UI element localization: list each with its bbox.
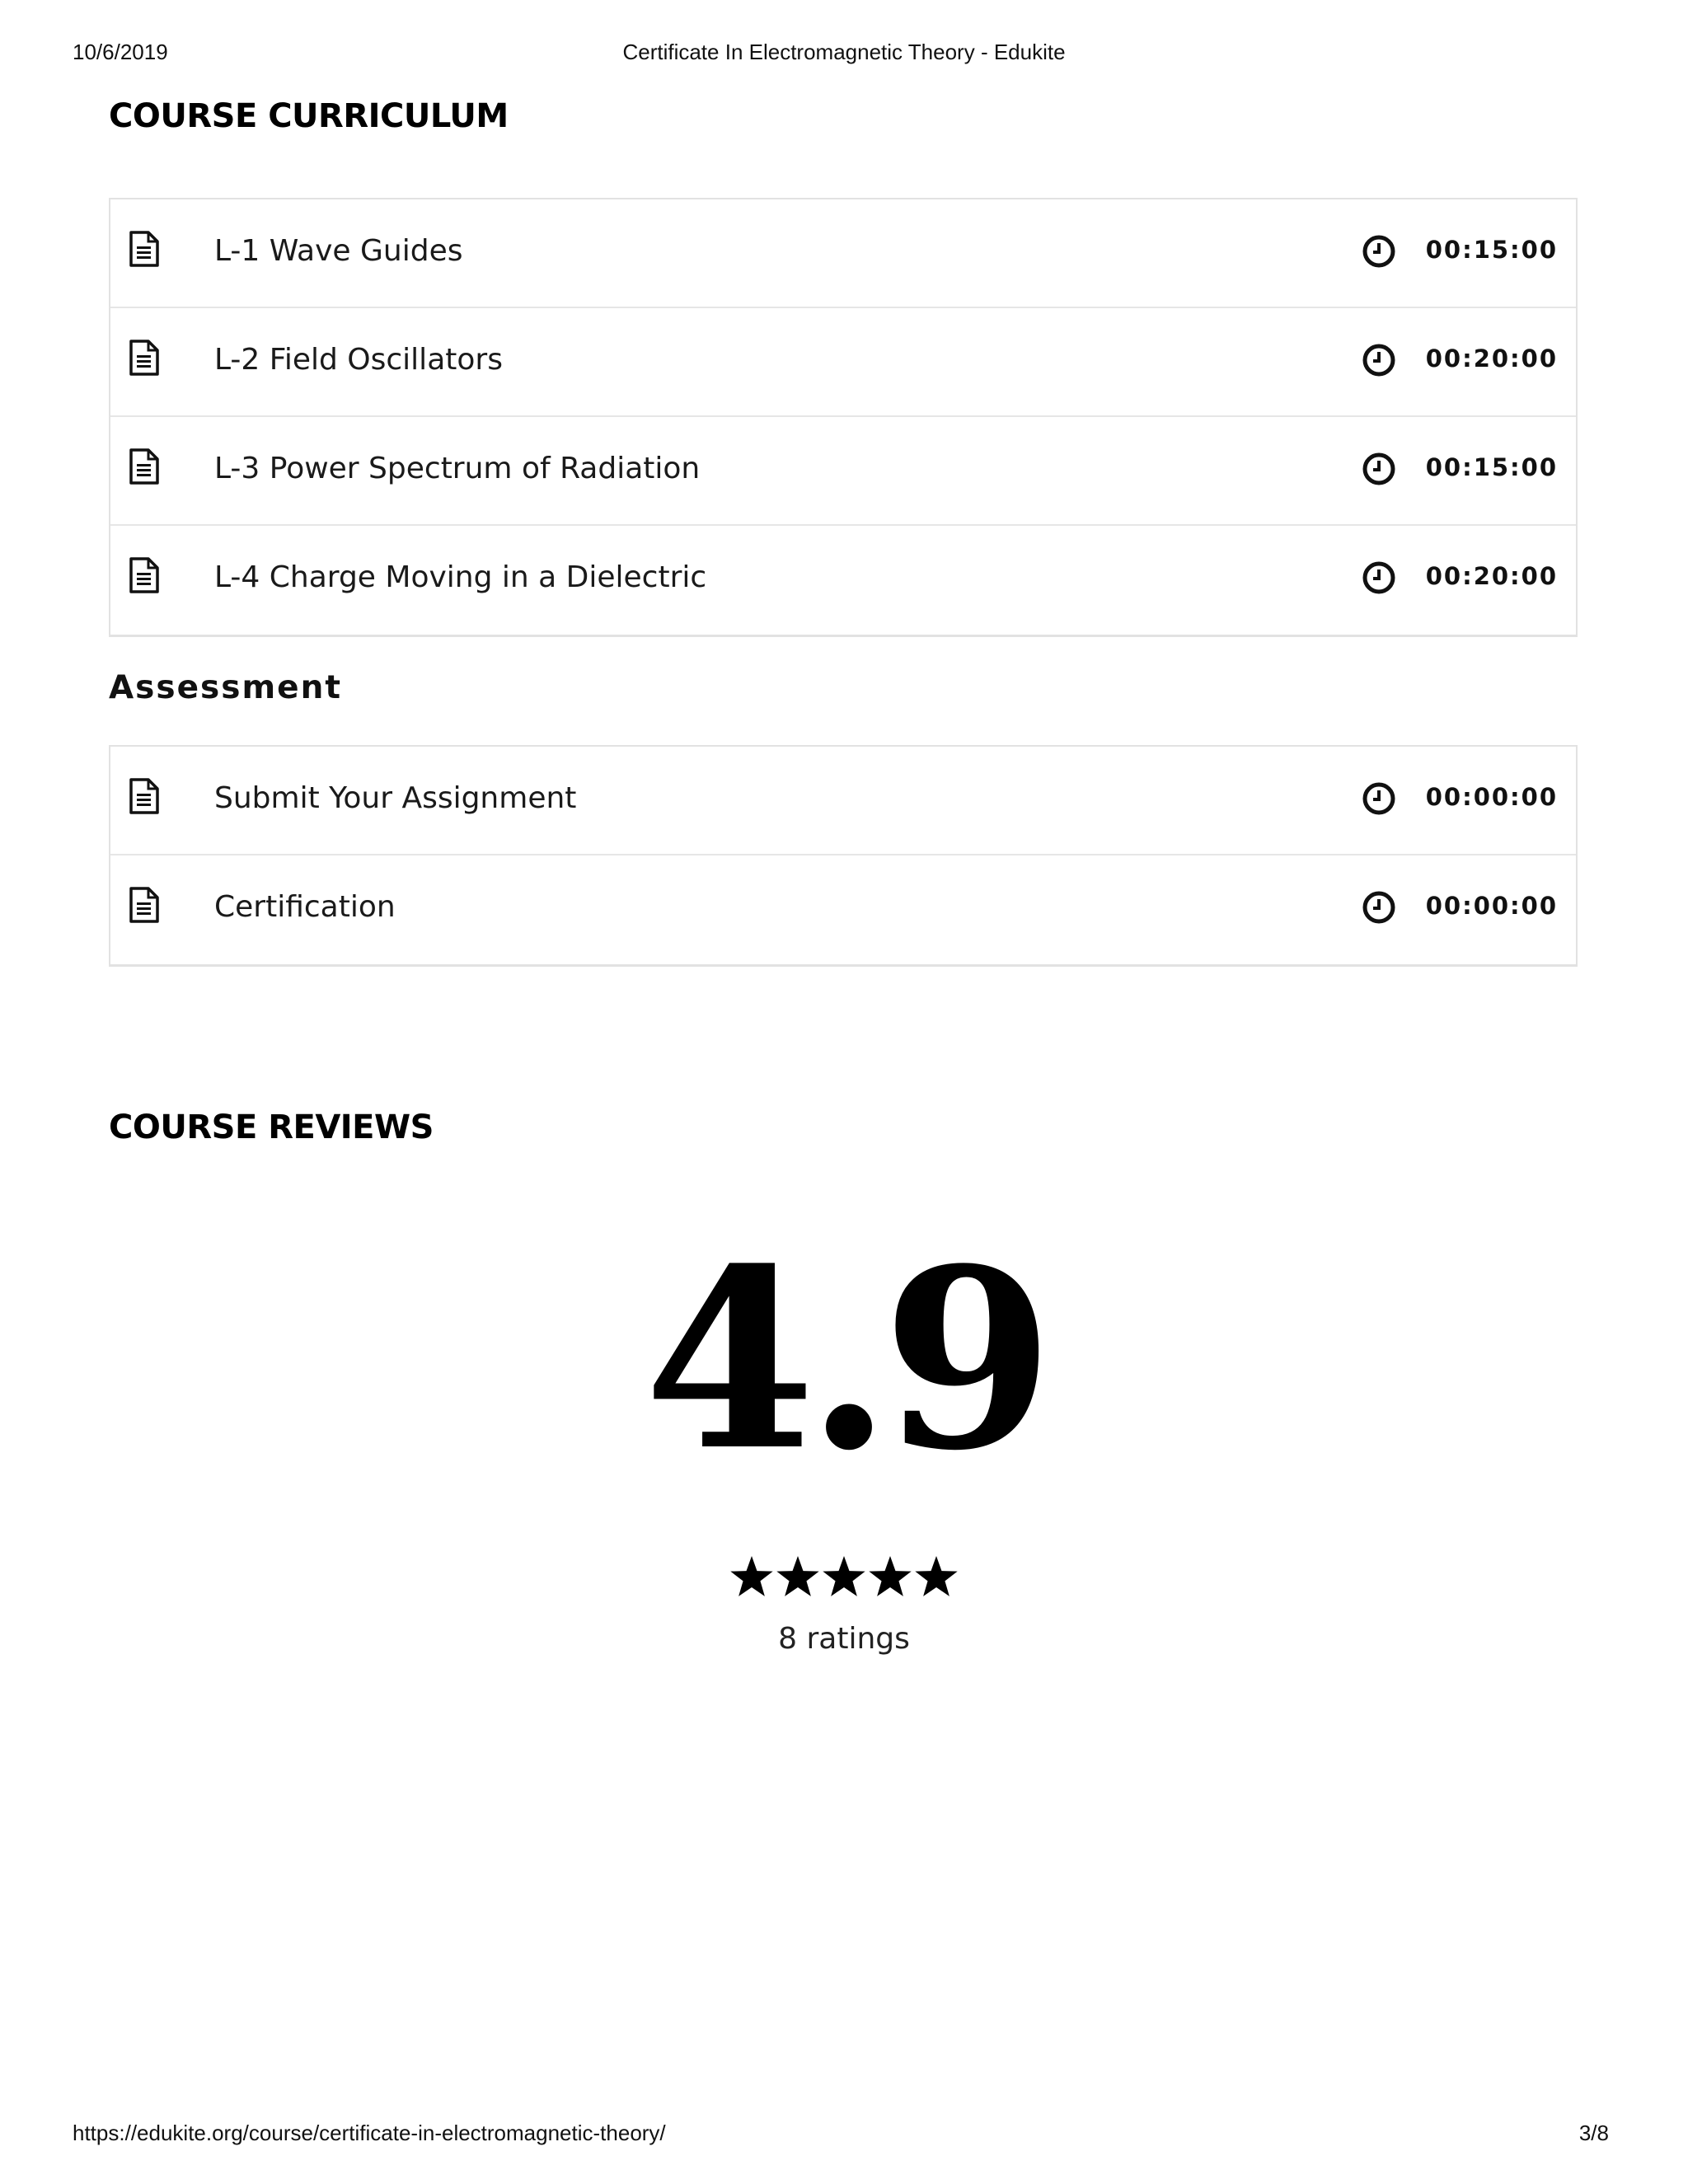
lesson-duration: 00:20:00 — [1425, 562, 1558, 590]
lesson-row[interactable] — [110, 308, 1576, 417]
document-icon — [129, 557, 160, 593]
ratings-count: 8 ratings — [778, 1622, 910, 1656]
print-url: https://edukite.org/course/certificate-in-electromagnetic-theory/ — [73, 2121, 666, 2145]
clock-icon — [1362, 343, 1396, 377]
star-rating — [729, 1554, 959, 1602]
lesson-row[interactable] — [110, 855, 1576, 964]
lesson-duration: 00:15:00 — [1425, 453, 1558, 481]
assessment-list — [109, 745, 1578, 967]
clock-icon — [1362, 452, 1396, 486]
course-curriculum-heading: COURSE CURRICULUM — [109, 97, 509, 135]
course-reviews-heading: COURSE REVIEWS — [109, 1108, 434, 1146]
clock-icon — [1362, 560, 1396, 595]
lesson-row[interactable] — [110, 199, 1576, 308]
document-icon — [129, 448, 160, 485]
star-icon — [730, 1556, 772, 1596]
lesson-duration: 00:20:00 — [1425, 344, 1558, 373]
lesson-duration: 00:00:00 — [1425, 783, 1558, 811]
print-date: 10/6/2019 — [73, 40, 168, 64]
lesson-row[interactable] — [110, 526, 1576, 635]
star-icon — [915, 1556, 957, 1596]
average-rating: 4.9 — [644, 1214, 1044, 1505]
document-icon — [129, 340, 160, 376]
lesson-title[interactable]: L-2 Field Oscillators — [214, 343, 503, 377]
lesson-list — [109, 198, 1578, 637]
clock-icon — [1362, 234, 1396, 269]
lesson-row[interactable] — [110, 747, 1576, 855]
document-icon — [129, 231, 160, 267]
document-icon — [129, 778, 160, 814]
lesson-duration: 00:15:00 — [1425, 236, 1558, 264]
star-icon — [823, 1556, 865, 1596]
star-icon — [776, 1556, 818, 1596]
lesson-title[interactable]: Submit Your Assignment — [214, 781, 577, 815]
lesson-title[interactable]: L-3 Power Spectrum of Radiation — [214, 452, 701, 485]
clock-icon — [1362, 781, 1396, 816]
lesson-title[interactable]: L-4 Charge Moving in a Dielectric — [214, 560, 707, 594]
star-icon — [869, 1556, 911, 1596]
document-icon — [129, 887, 160, 923]
print-page-title: Certificate In Electromagnetic Theory - Edukite — [622, 40, 1066, 64]
clock-icon — [1362, 890, 1396, 925]
assessment-section-title: Assessment — [109, 669, 342, 706]
lesson-title[interactable]: Certification — [214, 890, 396, 924]
print-page-number: 3/8 — [1578, 2121, 1609, 2145]
lesson-title[interactable]: L-1 Wave Guides — [214, 234, 463, 268]
lesson-duration: 00:00:00 — [1425, 892, 1558, 920]
lesson-row[interactable] — [110, 417, 1576, 526]
